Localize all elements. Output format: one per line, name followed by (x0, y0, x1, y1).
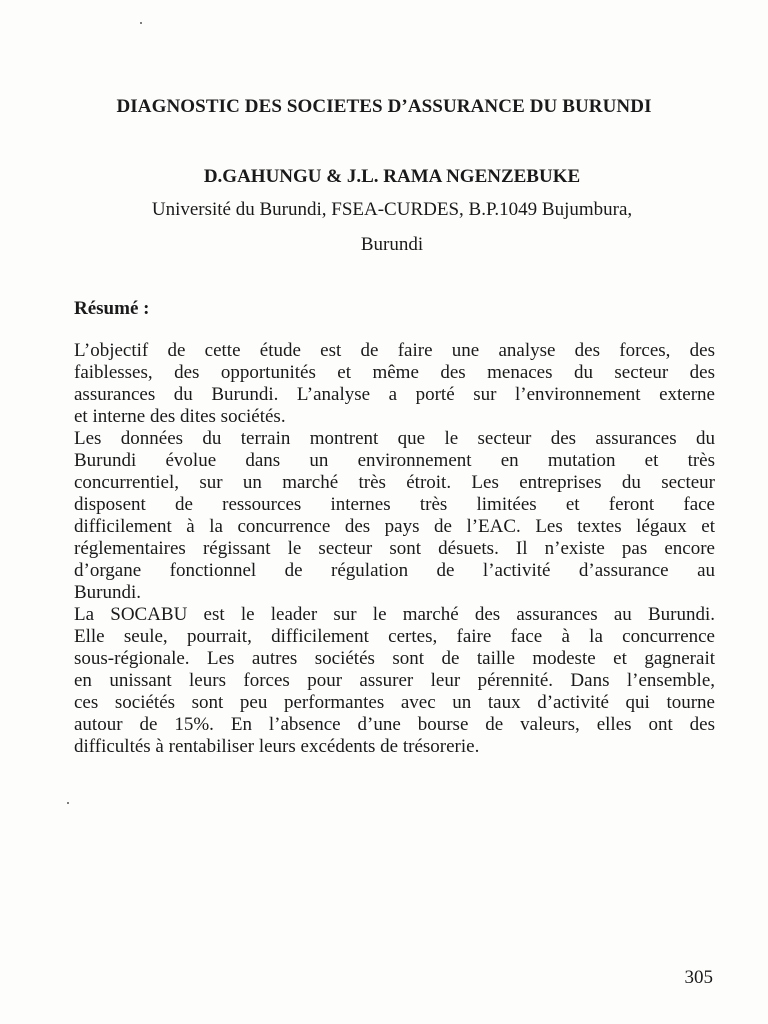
scan-speck (140, 22, 142, 24)
abstract-line: autour de 15%. En l’absence d’une bourse de valeurs, elles ont des (74, 714, 715, 735)
scan-speck (67, 802, 69, 804)
abstract-line: réglementaires régissant le secteur sont désuets. Il n’existe pas encore (74, 538, 715, 559)
abstract-line: d’organe fonctionnel de régulation de l’activité d’assurance au (74, 560, 715, 581)
document-title: DIAGNOSTIC DES SOCIETES D’ASSURANCE DU BURUNDI (116, 96, 652, 117)
abstract-line: et interne des dites sociétés. (74, 406, 286, 427)
abstract-line: Burundi. (74, 582, 142, 603)
abstract-line: ces sociétés sont peu performantes avec un taux d’activité qui tourne (74, 692, 715, 713)
abstract-body (74, 340, 715, 758)
abstract-line: difficultés à rentabiliser leurs excédents de trésorerie. (74, 736, 480, 757)
abstract-line: Les données du terrain montrent que le secteur des assurances du (74, 428, 715, 449)
abstract-line: faiblesses, des opportunités et même des menaces du secteur des (74, 362, 715, 383)
abstract-line: concurrentiel, sur un marché très étroit. Les entreprises du secteur (74, 472, 715, 493)
abstract-line: Burundi évolue dans un environnement en mutation et très (74, 450, 715, 471)
page-number: 305 (684, 967, 713, 988)
abstract-line: disposent de ressources internes très limitées et feront face (74, 494, 715, 515)
abstract-line: Elle seule, pourrait, difficilement certes, faire face à la concurrence (74, 626, 715, 647)
abstract-line: assurances du Burundi. L’analyse a porté sur l’environnement externe (74, 384, 715, 405)
affiliation-line-2: Burundi (360, 234, 424, 255)
abstract-line: L’objectif de cette étude est de faire une analyse des forces, des (74, 340, 715, 361)
abstract-line: La SOCABU est le leader sur le marché des assurances au Burundi. (74, 604, 715, 625)
abstract-heading: Résumé : (74, 298, 150, 319)
authors: D.GAHUNGU & J.L. RAMA NGENZEBUKE (203, 166, 581, 187)
abstract-line: difficilement à la concurrence des pays de l’EAC. Les textes légaux et (74, 516, 715, 537)
affiliation-line-1: Université du Burundi, FSEA-CURDES, B.P.1049 Bujumbura, (151, 199, 633, 220)
abstract-line: en unissant leurs forces pour assurer leur pérennité. Dans l’ensemble, (74, 670, 715, 691)
abstract-line: sous-régionale. Les autres sociétés sont de taille modeste et gagnerait (74, 648, 715, 669)
